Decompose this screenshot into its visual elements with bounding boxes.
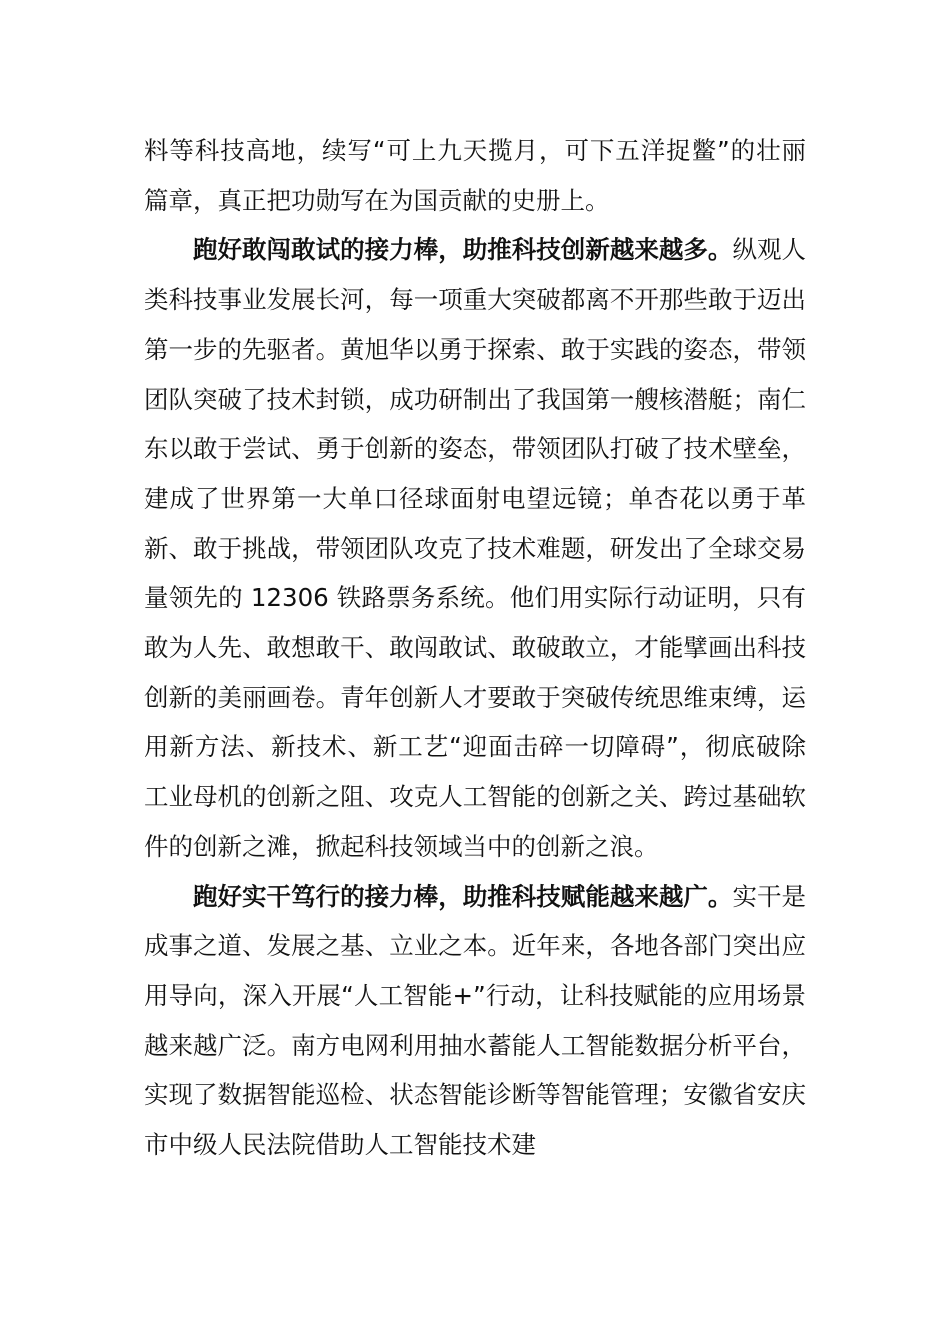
document-body [144,126,806,1170]
paragraph-innovation [144,225,806,871]
paragraph-text: 纵观人类科技事业发展长河，每一项重大突破都离不开那些敢于迈出第一步的先驱者。黄旭华以勇于探索、敢于实践的姿态，带领团队突破了技术封锁，成功研制出了我国第一艘核潜艇；南仁东以敢于尝试、勇于创新的姿态，带领团队打破了技术壁垒，建成了世界第一大单口径球面射电望远镜；单杏花以勇于革新、敢于挑战，带领团队攻克了技术难题，研发出了全球交易量领先的 12306 铁路票务系统。他们用实际行动证明，只有敢为人先、敢想敢干、敢闯敢试、敢破敢立，才能擘画出科技创新的美丽画卷。青年创新人才要敢于突破传统思维束缚，运用新方法、新技术、新工艺“迎面击碎一切障碍”，彻底破除工业母机的创新之阻、攻克人工智能的创新之关、跨过基础软件的创新之滩，掀起科技领域当中的创新之浪。 [144,235,807,861]
paragraph-lead-heading: 跑好敢闯敢试的接力棒，助推科技创新越来越多。 [193,235,733,265]
paragraph-continuation [144,126,806,225]
paragraph-empowerment [144,872,806,1170]
paragraph-text: 料等科技高地，续写“可上九天揽月，可下五洋捉鳖”的壮丽篇章，真正把功勋写在为国贡献的史册上。 [144,136,806,215]
paragraph-text: 实干是成事之道、发展之基、立业之本。近年来，各地各部门突出应用导向，深入开展“人工智能+”行动，让科技赋能的应用场景越来越广泛。南方电网利用抽水蓄能人工智能数据分析平台，实现了数据智能巡检、状态智能诊断等智能管理；安徽省安庆市中级人民法院借助人工智能技术建 [144,881,807,1160]
paragraph-lead-heading: 跑好实干笃行的接力棒，助推科技赋能越来越广。 [193,881,733,911]
